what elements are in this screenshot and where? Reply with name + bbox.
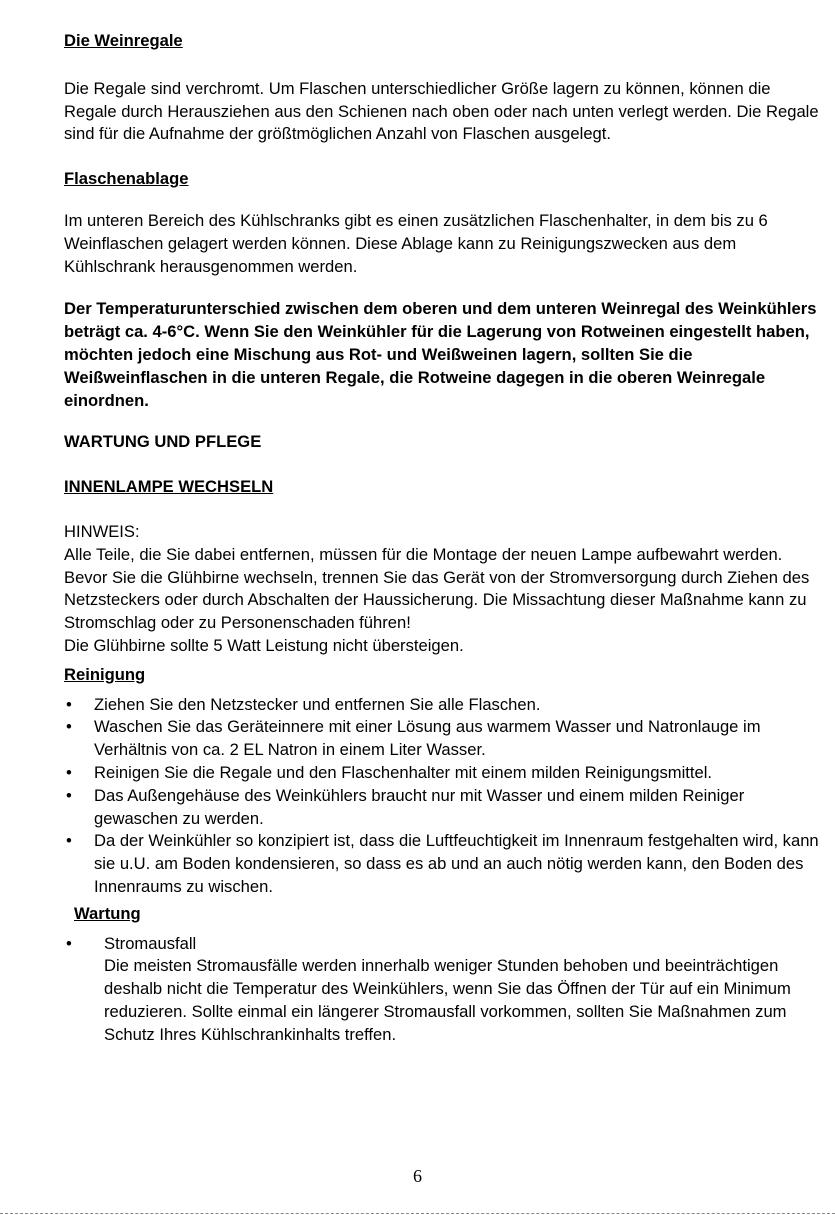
heading-wartung-pflege: WARTUNG UND PFLEGE xyxy=(64,432,262,452)
list-item: • Das Außengehäuse des Weinkühlers braucht nur mit Wasser und einem milden Reiniger gewaschen zu werden. xyxy=(64,785,824,831)
hinweis-label: HINWEIS: xyxy=(64,521,140,541)
list-item: • Waschen Sie das Geräteinnere mit einer Lösung aus warmem Wasser und Natronlauge im Verhältnis von ca. 2 EL Natron in einem Liter Wasser. xyxy=(64,716,824,762)
heading-flaschenablage: Flaschenablage xyxy=(64,169,189,189)
page-number: 6 xyxy=(413,1166,422,1186)
heading-weinregale: Die Weinregale xyxy=(64,31,183,50)
heading-reinigung: Reinigung xyxy=(64,664,146,684)
list-item: • Da der Weinkühler so konzipiert ist, dass die Luftfeuchtigkeit im Innenraum festgehalten wird, kann sie u.U. am Boden kondensieren, so dass es ab und an auch nötig werden kann, den Boden des Innenraums zu wischen. xyxy=(64,830,824,898)
heading-innenlampe: INNENLAMPE WECHSELN xyxy=(64,477,274,497)
paragraph-gluehbirne: Die Glühbirne sollte 5 Watt Leistung nicht übersteigen. xyxy=(64,635,464,655)
reinigung-list xyxy=(64,694,824,899)
list-item-stromausfall xyxy=(64,933,824,1047)
heading-wartung: Wartung xyxy=(74,903,141,923)
list-item: • Ziehen Sie den Netzstecker und entfernen Sie alle Flaschen. xyxy=(64,694,824,717)
paragraph-flaschenablage: Im unteren Bereich des Kühlschranks gibt es einen zusätzlichen Flaschenhalter, in dem bis zu 6 Weinflaschen gelagert werden können. Diese Ablage kann zu Reinigungszwecken aus dem Kühlschrank herausgenommen werden. xyxy=(64,210,768,276)
document-page xyxy=(64,30,824,1046)
stromausfall-title: Stromausfall xyxy=(104,933,197,953)
list-item: • Reinigen Sie die Regale und den Flaschenhalter mit einem milden Reinigungsmittel. xyxy=(64,762,824,785)
paragraph-weinregale: Die Regale sind verchromt. Um Flaschen unterschiedlicher Größe lagern zu können, können die Regale durch Herausziehen aus den Schienen nach oben oder nach unten verlegt werden. Die Regale sind für die Aufnahme der größtmöglichen Anzahl von Flaschen ausgelegt. xyxy=(64,78,819,144)
stromausfall-text: Die meisten Stromausfälle werden innerhalb weniger Stunden behoben und beeinträchtigen deshalb nicht die Temperatur des Weinkühlers, wenn Sie das Öffnen der Tür auf ein Minimum reduzieren. Sollte einmal ein längerer Stromausfall vorkommen, sollten Sie Maßnahmen zum Schutz Ihres Kühlschrankinhalts treffen. xyxy=(104,956,791,1044)
paragraph-hinweis: Alle Teile, die Sie dabei entfernen, müssen für die Montage der neuen Lampe aufbewahrt werden. Bevor Sie die Glühbirne wechseln, trennen Sie das Gerät von der Stromversorgung durch Ziehen des Netzsteckers oder durch Abschalten der Haussicherung. Die Missachtung dieser Maßnahme kann zu Stromschlag oder zu Personenschaden führen! xyxy=(64,544,810,633)
wartung-list xyxy=(64,933,824,1047)
page-bottom-divider xyxy=(0,1213,835,1214)
paragraph-temperature-note: Der Temperaturunterschied zwischen dem oberen und dem unteren Weinregal des Weinkühlers beträgt ca. 4-6°C. Wenn Sie den Weinkühler für die Lagerung von Rotweinen eingestellt haben, möchten jedoch eine Mischung aus Rot- und Weißweinen lagern, sollten Sie die Weißweinflaschen in die unteren Regale, die Rotweine dagegen in die oberen Weinregale einordnen. xyxy=(64,299,817,410)
